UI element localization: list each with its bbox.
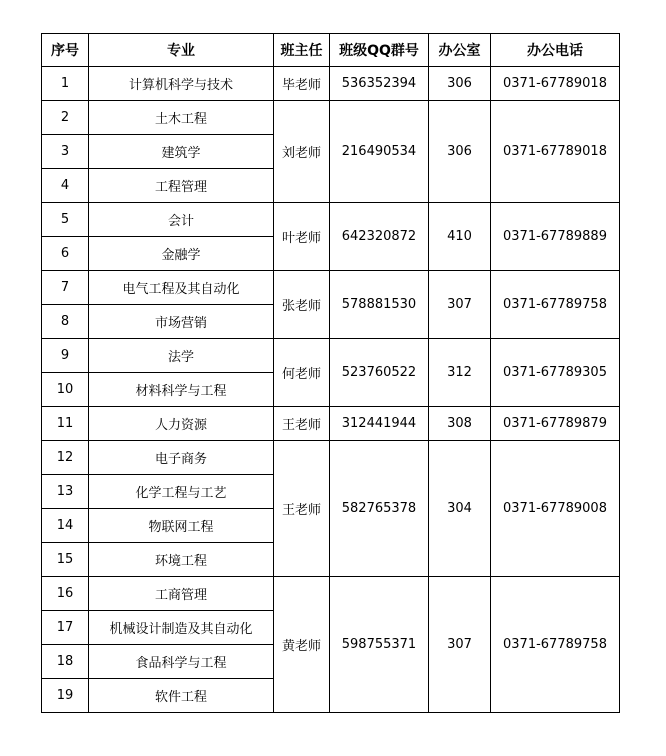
- teacher-cell: 黄老师: [274, 577, 330, 713]
- major-cell: 工程管理: [89, 169, 274, 203]
- teacher-cell: 张老师: [274, 271, 330, 339]
- phone-cell: 0371-67789758: [491, 577, 620, 713]
- seq-cell: 10: [42, 373, 89, 407]
- seq-cell: 11: [42, 407, 89, 441]
- qq-cell: 312441944: [330, 407, 429, 441]
- phone-cell: 0371-67789018: [491, 67, 620, 101]
- phone-cell: 0371-67789879: [491, 407, 620, 441]
- office-cell: 307: [429, 271, 491, 339]
- header-major: 专业: [89, 34, 274, 67]
- qq-cell: 642320872: [330, 203, 429, 271]
- phone-cell: 0371-67789018: [491, 101, 620, 203]
- seq-cell: 18: [42, 645, 89, 679]
- seq-cell: 2: [42, 101, 89, 135]
- seq-cell: 3: [42, 135, 89, 169]
- table-row: [42, 67, 620, 101]
- seq-cell: 17: [42, 611, 89, 645]
- qq-cell: 578881530: [330, 271, 429, 339]
- table-row: [42, 339, 620, 373]
- major-cell: 食品科学与工程: [89, 645, 274, 679]
- header-qq: 班级QQ群号: [330, 34, 429, 67]
- header-row: [42, 34, 620, 67]
- seq-cell: 12: [42, 441, 89, 475]
- seq-cell: 4: [42, 169, 89, 203]
- header-phone: 办公电话: [491, 34, 620, 67]
- teacher-cell: 王老师: [274, 407, 330, 441]
- major-cell: 人力资源: [89, 407, 274, 441]
- office-cell: 304: [429, 441, 491, 577]
- major-cell: 建筑学: [89, 135, 274, 169]
- office-cell: 410: [429, 203, 491, 271]
- major-cell: 电气工程及其自动化: [89, 271, 274, 305]
- major-cell: 环境工程: [89, 543, 274, 577]
- seq-cell: 13: [42, 475, 89, 509]
- major-cell: 软件工程: [89, 679, 274, 713]
- phone-cell: 0371-67789889: [491, 203, 620, 271]
- major-cell: 会计: [89, 203, 274, 237]
- phone-cell: 0371-67789305: [491, 339, 620, 407]
- seq-cell: 19: [42, 679, 89, 713]
- seq-cell: 7: [42, 271, 89, 305]
- office-cell: 307: [429, 577, 491, 713]
- seq-cell: 1: [42, 67, 89, 101]
- phone-cell: 0371-67789008: [491, 441, 620, 577]
- seq-cell: 5: [42, 203, 89, 237]
- teacher-cell: 王老师: [274, 441, 330, 577]
- seq-cell: 9: [42, 339, 89, 373]
- phone-cell: 0371-67789758: [491, 271, 620, 339]
- qq-cell: 216490534: [330, 101, 429, 203]
- qq-cell: 523760522: [330, 339, 429, 407]
- seq-cell: 16: [42, 577, 89, 611]
- office-cell: 308: [429, 407, 491, 441]
- table-row: [42, 441, 620, 475]
- major-cell: 金融学: [89, 237, 274, 271]
- major-cell: 工商管理: [89, 577, 274, 611]
- qq-cell: 598755371: [330, 577, 429, 713]
- header-office: 办公室: [429, 34, 491, 67]
- major-cell: 物联网工程: [89, 509, 274, 543]
- qq-cell: 536352394: [330, 67, 429, 101]
- major-cell: 计算机科学与技术: [89, 67, 274, 101]
- seq-cell: 15: [42, 543, 89, 577]
- qq-cell: 582765378: [330, 441, 429, 577]
- major-cell: 化学工程与工艺: [89, 475, 274, 509]
- teacher-cell: 刘老师: [274, 101, 330, 203]
- teacher-cell: 毕老师: [274, 67, 330, 101]
- office-cell: 312: [429, 339, 491, 407]
- header-teacher: 班主任: [274, 34, 330, 67]
- seq-cell: 6: [42, 237, 89, 271]
- table-row: [42, 271, 620, 305]
- seq-cell: 8: [42, 305, 89, 339]
- teacher-cell: 何老师: [274, 339, 330, 407]
- table-row: [42, 407, 620, 441]
- office-cell: 306: [429, 101, 491, 203]
- major-cell: 电子商务: [89, 441, 274, 475]
- header-seq: 序号: [42, 34, 89, 67]
- class-roster-table: [41, 33, 620, 713]
- major-cell: 市场营销: [89, 305, 274, 339]
- major-cell: 土木工程: [89, 101, 274, 135]
- table-row: [42, 577, 620, 611]
- office-cell: 306: [429, 67, 491, 101]
- major-cell: 材料科学与工程: [89, 373, 274, 407]
- seq-cell: 14: [42, 509, 89, 543]
- teacher-cell: 叶老师: [274, 203, 330, 271]
- major-cell: 机械设计制造及其自动化: [89, 611, 274, 645]
- major-cell: 法学: [89, 339, 274, 373]
- table-row: [42, 203, 620, 237]
- table-row: [42, 101, 620, 135]
